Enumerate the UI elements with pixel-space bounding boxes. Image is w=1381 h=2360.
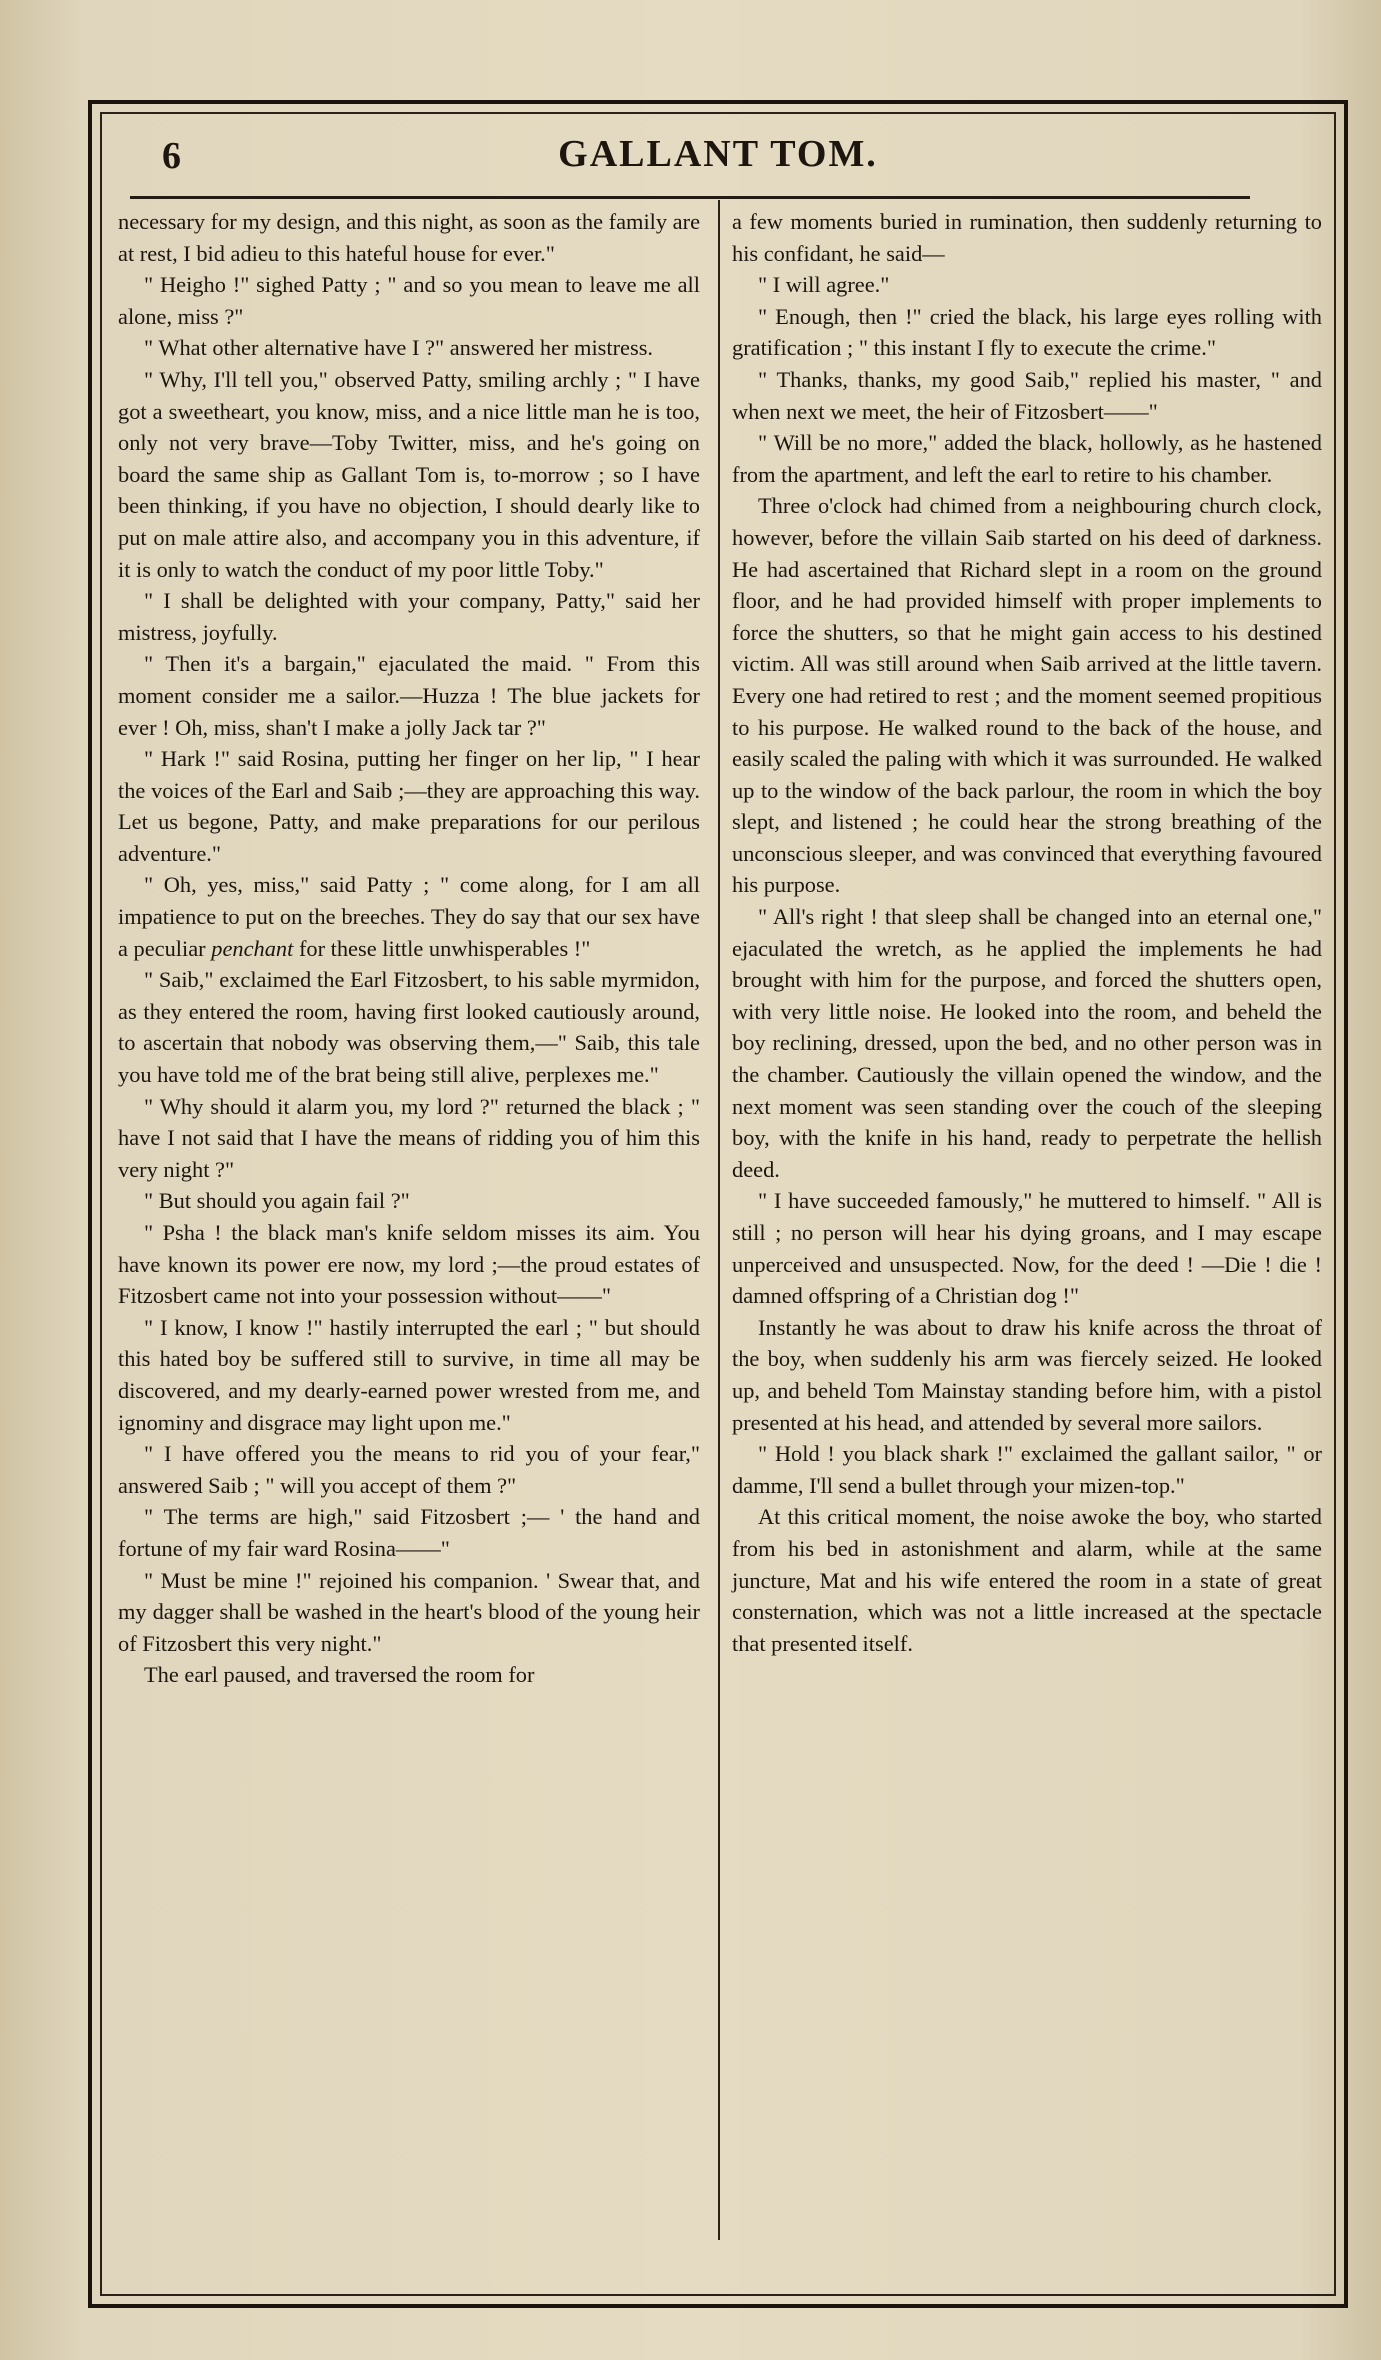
paragraph: " Saib," exclaimed the Earl Fitzosbert, to his sable myrmidon, as they entered the room, having first looked cautiously around, to ascertain that nobody was observing them,—" Saib, this tale you have told me of the brat being still alive, perplexes me." — [118, 967, 700, 1088]
paragraph: " Why, I'll tell you," observed Patty, smiling archly ; " I have got a sweetheart, you know, miss, and a nice little man he is too, only not very brave—Toby Twitter, miss, and he's going on board the same ship as Gallant Tom is, to-morrow ; so I have been thinking, if you have no objection, I should dearly like to put on male attire also, and accompany you in this adventure, if it is only to watch the conduct of my poor little Toby." — [118, 366, 700, 582]
paragraph: " Hold ! you black shark !" exclaimed the gallant sailor, " or damme, I'll send a bullet through your mizen-top." — [732, 1441, 1322, 1498]
paragraph: necessary for my design, and this night, as soon as the family are at rest, I bid adieu to this hateful house for ever." — [118, 209, 701, 266]
column-divider — [718, 200, 720, 2240]
paragraph: " Will be no more," added the black, hollowly, as he hastened from the apartment, and left the earl to retire to his chamber. — [732, 430, 1322, 487]
right-column — [732, 206, 1322, 1659]
paragraph: " Why should it alarm you, my lord ?" returned the black ; " have I not said that I have the means of ridding you of him this very night ?" — [118, 1093, 700, 1182]
paragraph: " Psha ! the black man's knife seldom misses its aim. You have known its power ere now, my lord ;—the proud estates of Fitzosbert came not into your possession without——" — [118, 1220, 700, 1309]
paragraph: At this critical moment, the noise awoke the boy, who started from his bed in astonishment and alarm, while at the same juncture, Mat and his wife entered the room in a state of great consternation, which was not a little increased at the spectacle that presented itself. — [732, 1504, 1322, 1656]
paragraph: Instantly he was about to draw his knife across the throat of the boy, when suddenly his arm was fiercely seized. He looked up, and beheld Tom Mainstay standing before him, with a pistol presented at his head, and attended by several more sailors. — [732, 1314, 1322, 1435]
page-header — [110, 128, 1326, 184]
paragraph: " I have offered you the means to rid you of your fear," answered Saib ; " will you accept of them ?" — [118, 1441, 700, 1498]
paragraph-text: for these little unwhisperables !" — [298, 935, 591, 961]
paragraph: " I know, I know !" hastily interrupted the earl ; " but should this hated boy be suffered still to survive, in time all may be discovered, and my dearly-earned power wrested from me, and ignominy and disgrace may light upon me." — [118, 1314, 700, 1435]
header-rule — [130, 196, 1250, 199]
paragraph: " All's right ! that sleep shall be changed into an eternal one," ejaculated the wretch, as he applied the implements he had brought with him for the purpose, and forced the shutters open, with very little noise. He looked into the room, and beheld the boy reclining, dressed, upon the bed, and no other person was in the chamber. Cautiously the villain opened the window, and the next moment was seen standing over the couch of the sleeping boy, with the knife in his hand, ready to perpetrate the hellish deed. — [732, 904, 1322, 1182]
paragraph: Three o'clock had chimed from a neighbouring church clock, however, before the villain Saib started on his deed of darkness. He had ascertained that Richard slept in a room on the ground floor, and he had provided himself with proper implements to force the shutters, so that he might gain access to his destined victim. All was still around when Saib arrived at the little tavern. Every one had retired to rest ; and the moment seemed propitious to his purpose. He walked round to the back of the house, and easily scaled the paling with which it was surrounded. He walked up to the window of the back parlour, the room in which the boy slept, and listened ; he could hear the strong breathing of the unconscious sleeper, and was convinced that everything favoured his purpose. — [732, 493, 1322, 898]
paragraph-text: " Oh, yes, miss," said Patty ; " come along, for I am all impatience to put on the breeches. They do say that our sex have a peculiar — [118, 872, 700, 961]
paragraph: " I have succeeded famously," he muttered to himself. " All is still ; no person will hear his dying groans, and I may escape unperceived and unsuspected. Now, for the deed ! —Die ! die ! damned offspring of a Christian dog !" — [732, 1188, 1322, 1309]
paragraph: " Thanks, thanks, my good Saib," replied his master, " and when next we meet, the heir of Fitzosbert——" — [732, 366, 1322, 424]
paragraph — [118, 869, 700, 964]
italic-word: penchant — [211, 935, 294, 961]
page-number: 6 — [162, 135, 181, 177]
paragraph: " I shall be delighted with your company, Patty," said her mistress, joyfully. — [118, 588, 700, 645]
paragraph: " Must be mine !" rejoined his companion. ' Swear that, and my dagger shall be washed in the heart's blood of the young heir of Fitzosbert this very night." — [118, 1567, 700, 1656]
paragraph: " I will agree." — [758, 272, 890, 298]
paragraph: The earl paused, and traversed the room for — [144, 1662, 535, 1688]
left-column — [118, 206, 700, 1691]
paragraph: " What other alternative have I ?" answered her mistress. — [144, 335, 654, 361]
paragraph: a few moments buried in rumination, then suddenly returning to his confidant, he said— — [732, 209, 1322, 266]
paragraph: " Then it's a bargain," ejaculated the maid. " From this moment consider me a sailor.—Huzza ! The blue jackets for ever ! Oh, miss, shan't I make a jolly Jack tar ?" — [118, 651, 700, 740]
paragraph: " Hark !" said Rosina, putting her finger on her lip, " I hear the voices of the Earl and Saib ;—they are approaching this way. Let us begone, Patty, and make preparations for our perilous adventure." — [118, 746, 700, 866]
paragraph: " Enough, then !" cried the black, his large eyes rolling with gratification ; " this instant I fly to execute the crime." — [732, 303, 1322, 361]
running-title: GALLANT TOM. — [558, 133, 878, 175]
paragraph: " The terms are high," said Fitzosbert ;— ' the hand and fortune of my fair ward Rosina——" — [118, 1504, 700, 1561]
paragraph: " But should you again fail ?" — [144, 1188, 410, 1214]
paragraph: " Heigho !" sighed Patty ; " and so you mean to leave me all alone, miss ?" — [118, 272, 700, 329]
